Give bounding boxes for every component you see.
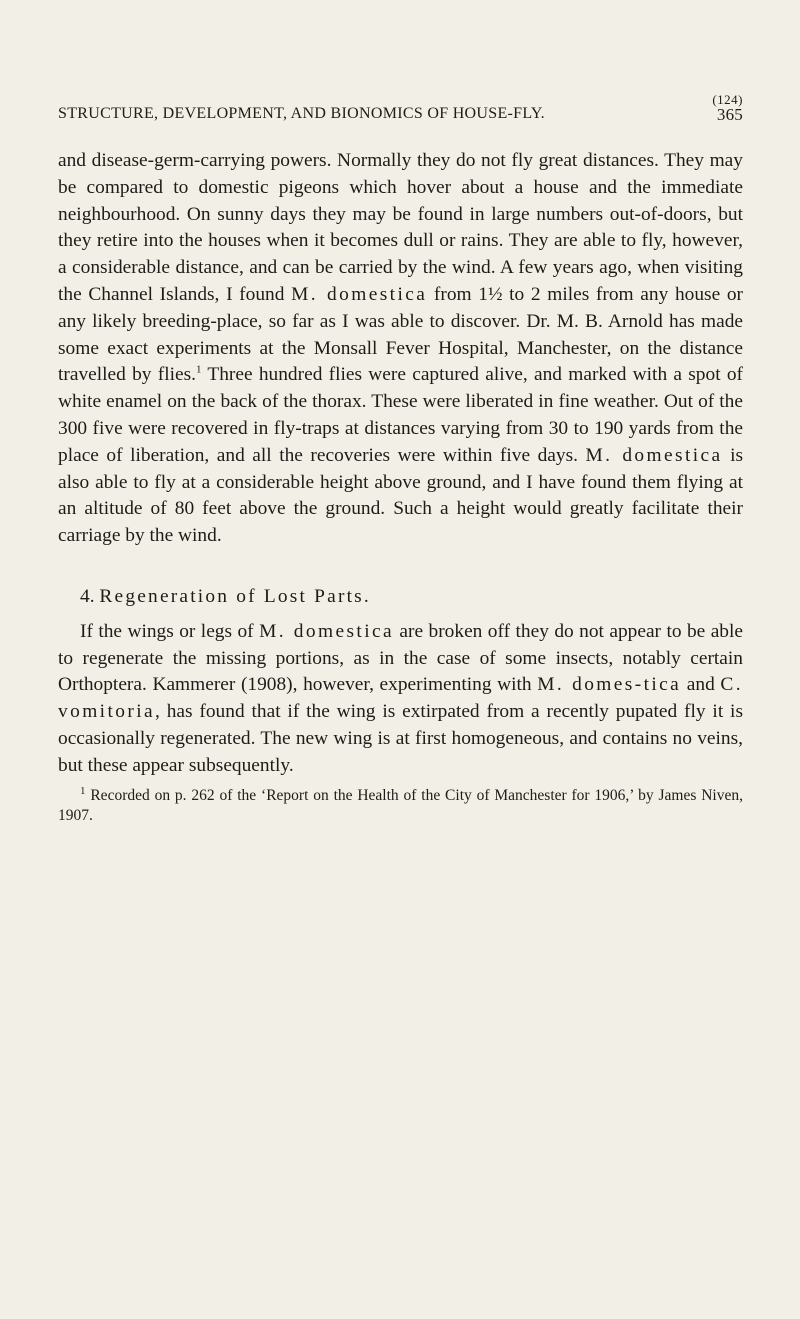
footnote xyxy=(58,786,743,826)
section-heading xyxy=(58,584,743,611)
p2-text-1: If the wings or legs of xyxy=(80,620,260,642)
distance-fraction: 1½ xyxy=(478,283,503,305)
body-text xyxy=(58,148,743,826)
p1-text-2: from xyxy=(427,283,479,305)
p2-text-4: , has found that if the wing is extirpated from a recently pupated fly it is occasionally regenerated. The new wing is at first homogeneous, and contains no veins, but these appear subsequently. xyxy=(58,701,743,776)
footnote-marker: 1 xyxy=(80,784,86,797)
species-name: M. domes-tica xyxy=(537,674,682,696)
species-name: C. vomitoria xyxy=(58,674,743,723)
running-title: STRUCTURE, DEVELOPMENT, AND BIONOMICS OF HOUSE-FLY. xyxy=(58,105,545,122)
species-name: M. domestica xyxy=(585,444,723,466)
footnote-text: Recorded on p. 262 of the ‘Report on the Health of the City of Manchester for 1906,’ by James Niven, 1907. xyxy=(58,786,743,824)
p1-text-4: Three hundred flies were captured alive, and marked with a spot of white enamel on the back of the thorax. These were liberated in fine weather. Out of the 300 five were recovered in fly-traps at distances varying from 30 to 190 yards from the place of liberation, and all the recoveries were within five days. xyxy=(58,364,743,466)
paragraph-flight xyxy=(58,148,743,550)
species-name: M. domestica xyxy=(291,283,428,305)
paragraph-regeneration xyxy=(58,619,743,780)
section-number: 4. xyxy=(80,585,95,607)
p1-text-3: to 2 miles from any house or any likely breeding-place, so far as I was able to discover. Dr. M. B. Arnold has made some exact experiments at the Monsall Fever Hospital, Manchester, on the distance travelled by flies. xyxy=(58,283,743,386)
p1-text-5: is also able to fly at a considerable height above ground, and I have found them flying at an altitude of 80 feet above the ground. Such a height would greatly facilitate their carriage by the wind. xyxy=(58,444,744,547)
footnote-reference: 1 xyxy=(195,363,202,376)
page-number: 365 xyxy=(716,105,743,124)
section-title: Regeneration of Lost Parts. xyxy=(99,585,371,607)
running-head xyxy=(58,105,743,125)
species-name: M. domestica xyxy=(259,620,394,642)
p2-text-3: and xyxy=(681,674,721,696)
plate-number: (124) xyxy=(712,92,743,107)
p1-text-1: and disease-germ-carrying powers. Normally they do not fly great distances. They may be compared to domestic pigeons which hover about a house and the immediate neighbourhood. On sunny days they may be found in large numbers out-of-doors, but they retire into the houses when it becomes dull or rains. They are able to fly, however, a considerable distance, and can be carried by the wind. A few years ago, when visiting the Channel Islands, I found xyxy=(58,150,743,305)
p2-text-2: are broken off they do not appear to be able to regenerate the missing portions, as in the case of some insects, notably certain Orthoptera. Kammerer (1908), however, experimenting with xyxy=(58,620,743,696)
